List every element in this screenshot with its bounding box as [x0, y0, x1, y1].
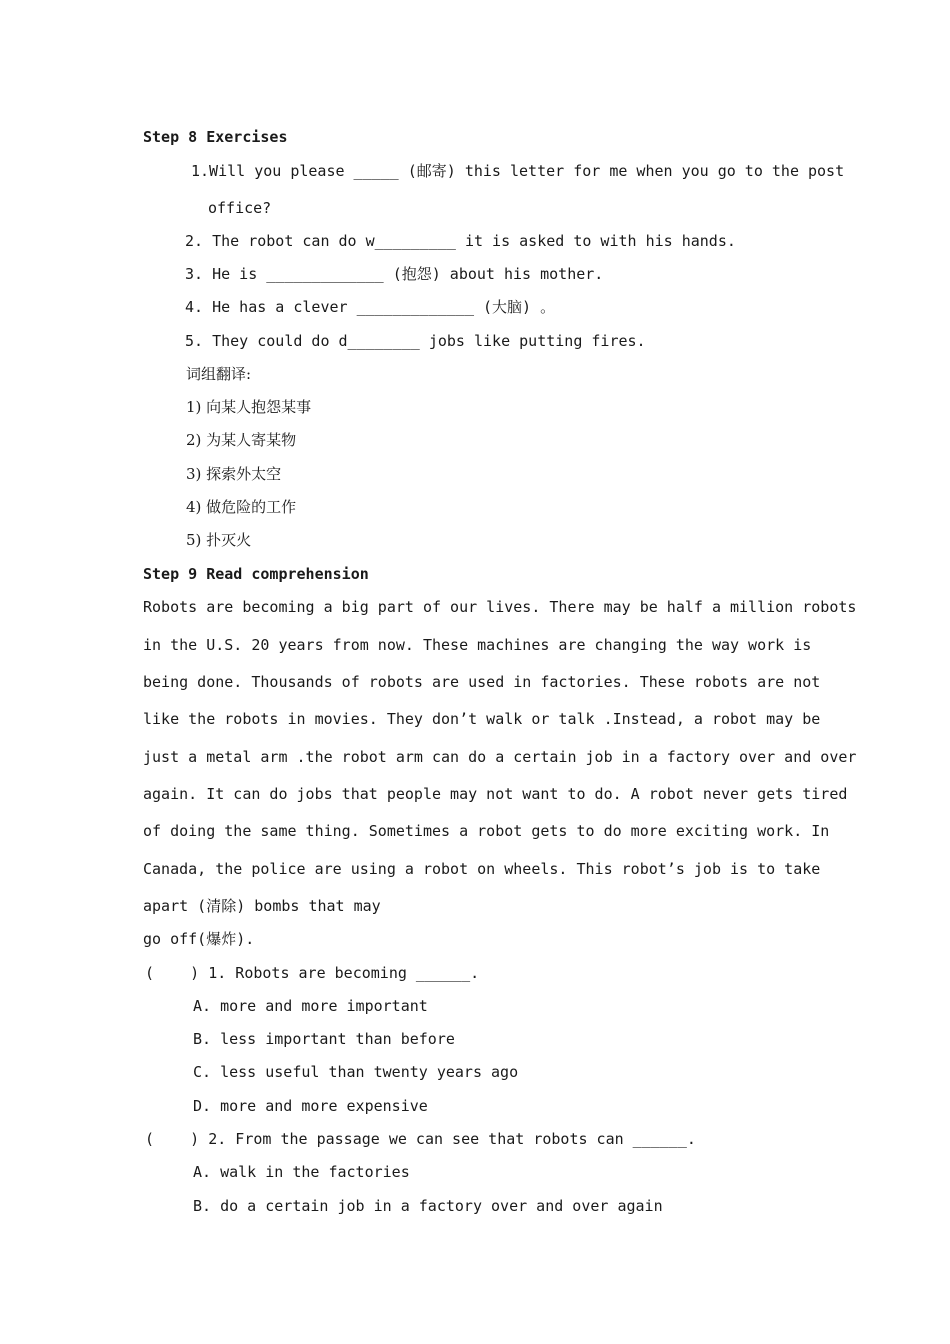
- question-1-option-c: C. less useful than twenty years ago: [193, 1063, 519, 1081]
- passage-line: being done. Thousands of robots are used in factories. These robots are not: [143, 673, 821, 691]
- passage-line: apart (清除) bombs that may: [143, 897, 381, 915]
- passage-line: Canada, the police are using a robot on wheels. This robot’s job is to take: [143, 860, 821, 878]
- question-2-stem: ( ) 2. From the passage we can see that robots can ______.: [145, 1130, 696, 1148]
- phrase-item: 4) 做危险的工作: [186, 498, 297, 516]
- exercise-3: 3. He is _____________ (抱怨) about his mother.: [185, 265, 604, 283]
- passage-line: Robots are becoming a big part of our lives. There may be half a million robots: [143, 598, 857, 616]
- question-1-stem: ( ) 1. Robots are becoming ______.: [145, 964, 480, 982]
- passage-line: like the robots in movies. They don’t walk or talk .Instead, a robot may be: [143, 710, 821, 728]
- phrase-item: 2) 为某人寄某物: [186, 431, 297, 449]
- phrase-translation-title: 词组翻译:: [186, 365, 252, 383]
- question-2-option-a: A. walk in the factories: [193, 1163, 410, 1181]
- exercise-1-line1: 1.Will you please _____ (邮寄) this letter for me when you go to the post: [191, 162, 845, 180]
- question-2-option-b: B. do a certain job in a factory over and over again: [193, 1197, 663, 1215]
- exercise-4: 4. He has a clever _____________ (大脑) 。: [185, 298, 556, 316]
- exercise-1-line2: office?: [208, 199, 272, 217]
- step8-heading: Step 8 Exercises: [143, 128, 288, 146]
- phrase-item: 3) 探索外太空: [186, 465, 282, 483]
- passage-line: just a metal arm .the robot arm can do a certain job in a factory over and over: [143, 748, 857, 766]
- passage-line: go off(爆炸).: [143, 930, 255, 948]
- passage-line: of doing the same thing. Sometimes a robot gets to do more exciting work. In: [143, 822, 830, 840]
- step9-heading: Step 9 Read comprehension: [143, 565, 369, 583]
- phrase-item: 5) 扑灭火: [186, 531, 252, 549]
- question-1-option-b: B. less important than before: [193, 1030, 455, 1048]
- exercise-5: 5. They could do d________ jobs like putting fires.: [185, 332, 646, 350]
- question-1-option-a: A. more and more important: [193, 997, 428, 1015]
- question-1-option-d: D. more and more expensive: [193, 1097, 428, 1115]
- exercise-2: 2. The robot can do w_________ it is asked to with his hands.: [185, 232, 736, 250]
- passage-line: again. It can do jobs that people may not want to do. A robot never gets tired: [143, 785, 848, 803]
- passage-line: in the U.S. 20 years from now. These machines are changing the way work is: [143, 636, 812, 654]
- phrase-item: 1) 向某人抱怨某事: [186, 398, 312, 416]
